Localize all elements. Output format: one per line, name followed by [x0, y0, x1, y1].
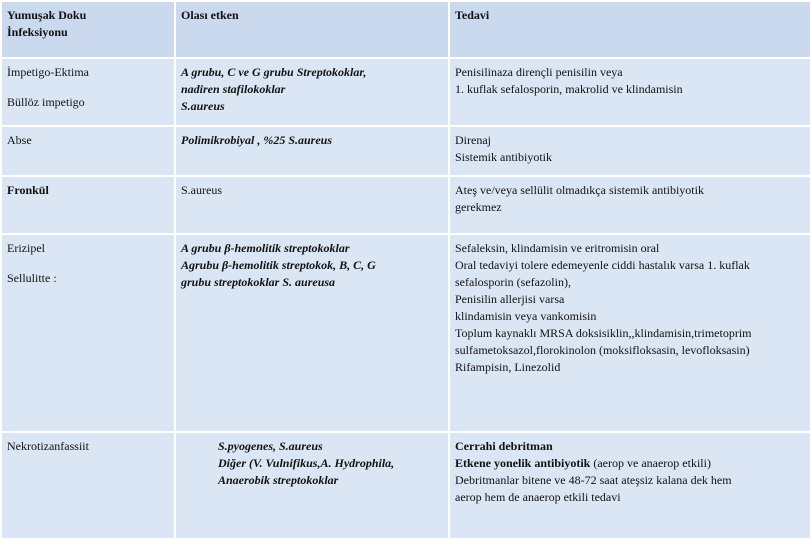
agent-cell: S.pyogenes, S.aureus Diğer (V. Vulnifikus,A. Hydrophila, Anaerobik streptokoklar	[176, 433, 448, 538]
header-agent: Olası etken	[176, 2, 448, 57]
infection-cell: Nekrotizanfassiit	[2, 433, 174, 538]
header-row	[2, 2, 810, 57]
header-treatment: Tedavi	[450, 2, 810, 57]
header-infection: Yumuşak Doku İnfeksiyonu	[2, 2, 174, 57]
agent-cell: S.aureus	[176, 177, 448, 233]
infection-cell: Erizipel Sellulitte :	[2, 235, 174, 431]
treatment-cell: Sefaleksin, klindamisin ve eritromisin oral Oral tedaviyi tolere edemeyenle ciddi hastalık varsa 1. kuflak sefalosporin (sefazolin), Penisilin allerjisi varsa klindamisin veya vankomisin Toplum kaynaklı MRSA doksisiklin,,klindamisin,trimetoprim sulfametoksazol,florokinolon (moksifloksasin, levofloksasin) Rifampisin, Linezolid	[450, 235, 810, 431]
infection-cell: İmpetigo-Ektima Büllöz impetigo	[2, 59, 174, 125]
infection-cell: Abse	[2, 127, 174, 175]
agent-cell: Polimikrobiyal , %25 S.aureus	[176, 127, 448, 175]
table-row	[2, 235, 810, 431]
infection-cell: Fronkül	[2, 177, 174, 233]
table-row	[2, 59, 810, 125]
treatment-cell: Ateş ve/veya sellülit olmadıkça sistemik antibiyotik gerekmez	[450, 177, 810, 233]
treatment-cell: Cerrahi debritman Etkene yonelik antibiyotik (aerop ve anaerop etkili) Debritmanlar bitene ve 48-72 saat ateşsiz kalana dek hem aerop hem de anaerop etkili tedavi	[450, 433, 810, 538]
table-row	[2, 127, 810, 175]
treatment-cell: Penisilinaza dirençli penisilin veya 1. kuflak sefalosporin, makrolid ve klindamisin	[450, 59, 810, 125]
table-row	[2, 433, 810, 538]
table-row	[2, 177, 810, 233]
treatment-cell: Direnaj Sistemik antibiyotik	[450, 127, 810, 175]
agent-cell: A grubu β-hemolitik streptokoklar Agrubu β-hemolitik streptokok, B, C, G grubu streptokoklar S. aureusa	[176, 235, 448, 431]
agent-cell: A grubu, C ve G grubu Streptokoklar, nadiren stafilokoklar S.aureus	[176, 59, 448, 125]
